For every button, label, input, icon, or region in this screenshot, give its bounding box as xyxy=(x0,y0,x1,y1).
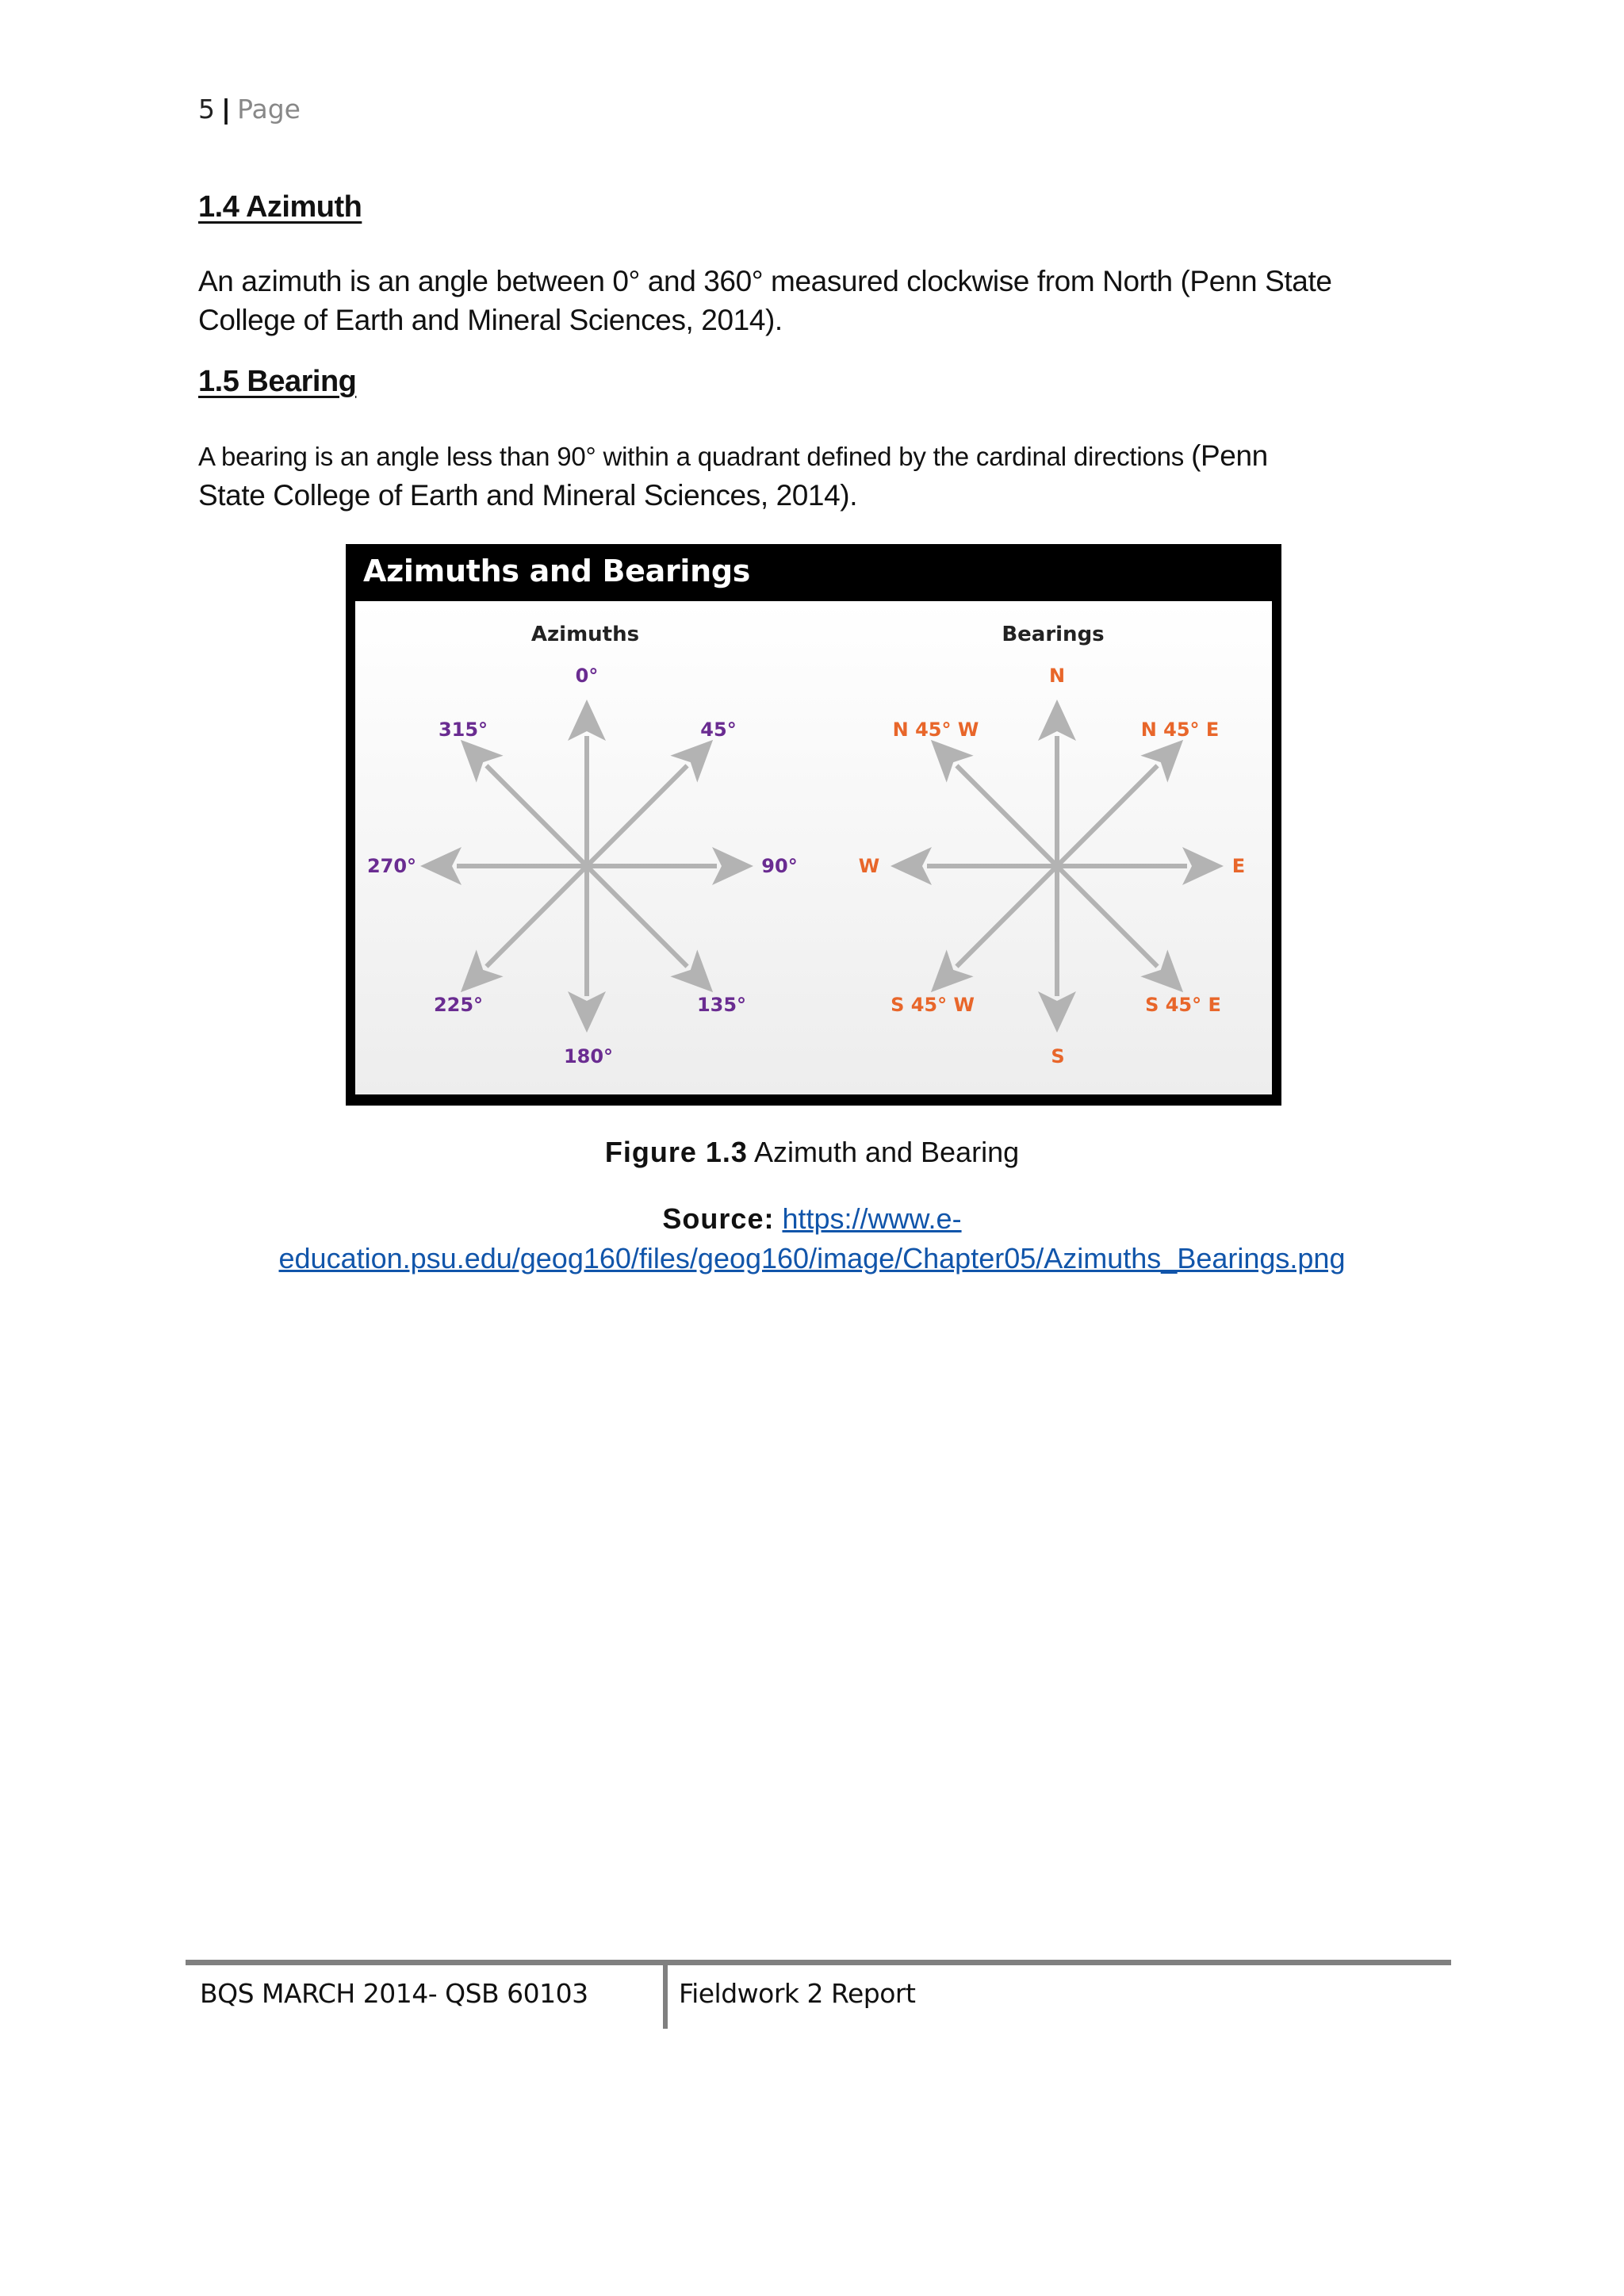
azimuth-arrow-head-s xyxy=(568,991,606,1033)
bearing-label-sw: S 45° W xyxy=(891,994,975,1016)
bearing-line-2: State College of Earth and Mineral Sciences, 2014). xyxy=(198,479,858,512)
azimuth-label-225: 225° xyxy=(433,994,484,1016)
azimuth-arrow-shaft-nw xyxy=(486,765,587,866)
azimuth-arrow-head-e xyxy=(712,847,753,885)
figure-title: Azimuths and Bearings xyxy=(363,554,751,588)
figure-panel xyxy=(355,601,1272,1094)
azimuth-label-180: 180° xyxy=(563,1045,614,1068)
source-label: Source: xyxy=(662,1202,775,1235)
bearing-arrow-head-e xyxy=(1182,847,1224,885)
azimuth-label-45: 45° xyxy=(700,719,737,741)
azimuth-label-90: 90° xyxy=(761,855,798,877)
bearing-line-1 xyxy=(198,436,1435,476)
compass-diagrams xyxy=(355,601,1272,1094)
footer-report-title: Fieldwork 2 Report xyxy=(679,1978,916,2009)
bearing-arrow-shaft-se xyxy=(1057,866,1158,967)
azimuth-arrow-shaft-ne xyxy=(587,765,688,866)
azimuths-title: Azimuths xyxy=(530,623,640,646)
azimuth-label-270: 270° xyxy=(366,855,417,877)
azimuth-label-0: 0° xyxy=(575,665,599,687)
figure-caption-text: Azimuth and Bearing xyxy=(747,1136,1020,1168)
footer-rule xyxy=(186,1960,1451,1965)
figure-caption xyxy=(0,1136,1624,1169)
azimuths-bearings-figure xyxy=(346,544,1281,1106)
footer-divider xyxy=(663,1964,668,2029)
source-line xyxy=(0,1202,1624,1236)
bearings-title: Bearings xyxy=(1002,623,1105,646)
bearing-arrow-head-n xyxy=(1038,700,1076,741)
figure-label: Figure 1.3 xyxy=(604,1136,748,1168)
source-link-part-2[interactable]: education.psu.edu/geog160/files/geog160/image/Chapter05/Azimuths_Bearings.png xyxy=(278,1242,1346,1274)
bearing-label-s: S xyxy=(1051,1045,1065,1068)
bearing-paragraph xyxy=(198,436,1435,515)
bearing-arrow-shaft-ne xyxy=(1057,765,1158,866)
azimuth-line-1: An azimuth is an angle between 0° and 360° measured clockwise from North (Penn State xyxy=(198,265,1332,297)
footer-course: BQS MARCH 2014- QSB 60103 xyxy=(200,1978,588,2009)
source-link-part-1[interactable]: https://www.e- xyxy=(782,1202,962,1235)
azimuth-heading: 1.4 Azimuth xyxy=(198,190,362,224)
azimuth-arrow-shaft-se xyxy=(587,866,688,967)
bearing-arrow-head-s xyxy=(1038,991,1076,1033)
azimuth-label-135: 135° xyxy=(696,994,747,1016)
bearing-label-se: S 45° E xyxy=(1145,994,1221,1016)
azimuth-label-315: 315° xyxy=(438,719,488,741)
bearing-label-n: N xyxy=(1048,665,1066,687)
page-separator: | xyxy=(221,94,232,125)
page-label: Page xyxy=(237,94,301,125)
bearing-heading: 1.5 Bearing xyxy=(198,365,357,398)
bearing-label-w: W xyxy=(858,855,880,877)
source-line-2 xyxy=(0,1242,1624,1275)
azimuth-paragraph xyxy=(198,262,1435,339)
azimuth-arrow-shaft-sw xyxy=(486,866,587,967)
azimuth-compass-arrows xyxy=(420,700,753,1033)
azimuth-line-2: College of Earth and Mineral Sciences, 2014). xyxy=(198,304,783,336)
page-number-header xyxy=(198,94,301,125)
bearing-label-ne: N 45° E xyxy=(1140,719,1220,741)
bearing-arrow-shaft-nw xyxy=(956,765,1057,866)
bearing-arrow-head-w xyxy=(891,847,932,885)
azimuth-arrow-head-n xyxy=(568,700,606,741)
bearing-line-1-tail: (Penn xyxy=(1191,439,1268,472)
azimuth-arrow-head-w xyxy=(420,847,462,885)
bearing-compass-arrows xyxy=(891,700,1224,1033)
bearing-line-1-text: A bearing is an angle less than 90° within a quadrant defined by the cardinal directions xyxy=(198,442,1192,471)
bearing-label-e: E xyxy=(1231,855,1246,877)
bearing-arrow-shaft-sw xyxy=(956,866,1057,967)
page-number: 5 xyxy=(198,94,215,125)
bearing-label-nw: N 45° W xyxy=(892,719,979,741)
